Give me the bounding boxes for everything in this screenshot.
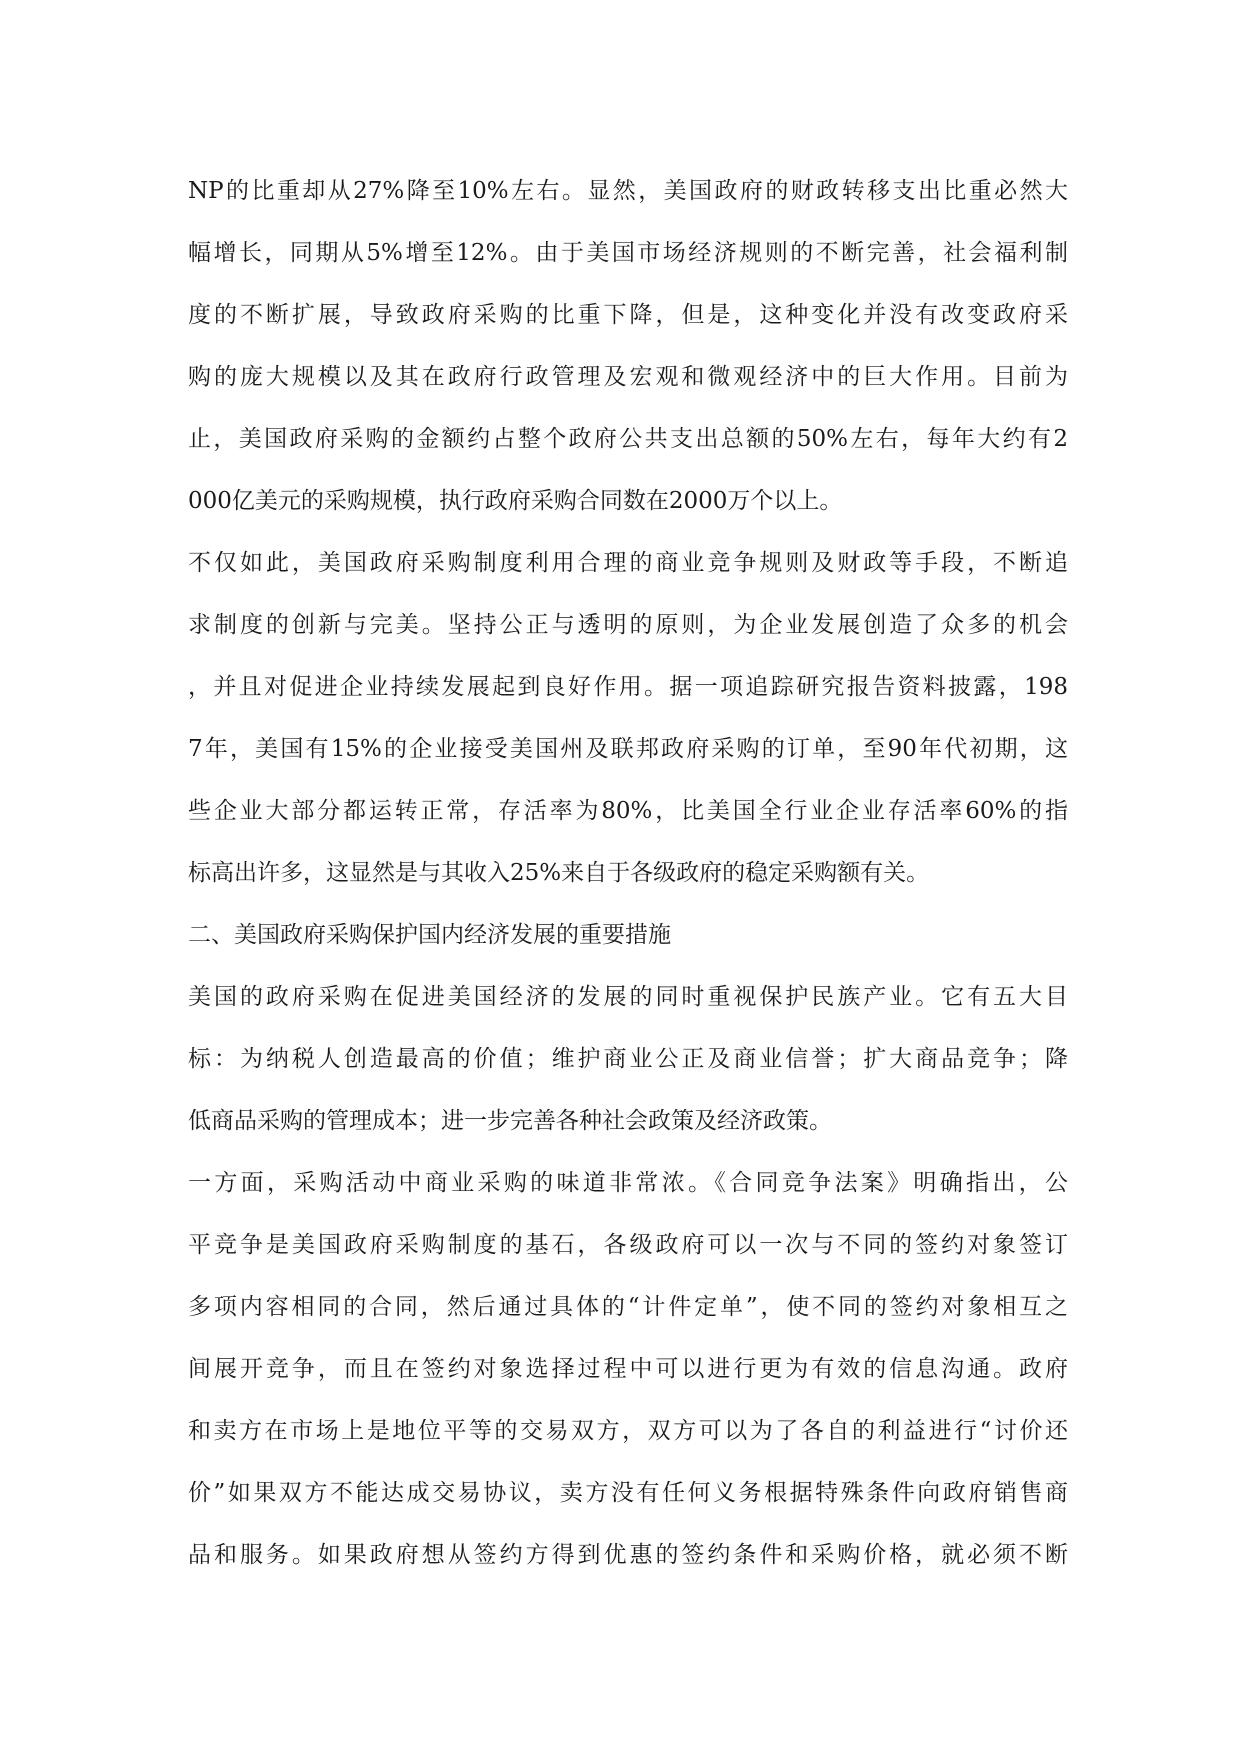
text-line: 低商品采购的管理成本；进一步完善各种社会政策及经济政策。	[188, 1108, 832, 1134]
text-line: 标：为纳税人创造最高的价值；维护商业公正及商业信誉；扩大商品竞争；降	[188, 1046, 1068, 1072]
text-line: 止，美国政府采购的金额约占整个政府公共支出总额的50%左右，每年大约有2	[188, 426, 1068, 452]
text-line: 平竞争是美国政府采购制度的基石，各级政府可以一次与不同的签约对象签订	[188, 1232, 1068, 1258]
document-body	[188, 160, 1068, 1586]
text-line: 品和服务。如果政府想从签约方得到优惠的签约条件和采购价格，就必须不断	[188, 1542, 1068, 1568]
paragraph-3	[188, 966, 1068, 1152]
text-line: 一方面，采购活动中商业采购的味道非常浓。《合同竞争法案》明确指出，公	[188, 1170, 1068, 1196]
text-line: 购的庞大规模以及其在政府行政管理及宏观和微观经济中的巨大作用。目前为	[188, 364, 1068, 390]
text-line: 美国的政府采购在促进美国经济的发展的同时重视保护民族产业。它有五大目	[188, 984, 1068, 1010]
text-line: ，并且对促进企业持续发展起到良好作用。据一项追踪研究报告资料披露，198	[188, 674, 1068, 700]
text-line: 度的不断扩展，导致政府采购的比重下降，但是，这种变化并没有改变政府采	[188, 302, 1068, 328]
text-line: 求制度的创新与完美。坚持公正与透明的原则，为企业发展创造了众多的机会	[188, 612, 1068, 638]
text-line: NP的比重却从27%降至10%左右。显然，美国政府的财政转移支出比重必然大	[188, 178, 1068, 204]
text-line: 些企业大部分都运转正常，存活率为80%，比美国全行业企业存活率60%的指	[188, 798, 1068, 824]
heading-line: 二、美国政府采购保护国内经济发展的重要措施	[188, 922, 671, 948]
paragraph-4	[188, 1152, 1068, 1586]
section-heading	[188, 904, 1068, 966]
text-line: 多项内容相同的合同，然后通过具体的“计件定单”，使不同的签约对象相互之	[188, 1294, 1068, 1320]
paragraph-1	[188, 160, 1068, 532]
text-line: 标高出许多，这显然是与其收入25%来自于各级政府的稳定采购额有关。	[188, 860, 930, 886]
text-line: 幅增长，同期从5%增至12%。由于美国市场经济规则的不断完善，社会福利制	[188, 240, 1068, 266]
text-line: 不仅如此，美国政府采购制度利用合理的商业竞争规则及财政等手段，不断追	[188, 550, 1068, 576]
text-line: 和卖方在市场上是地位平等的交易双方，双方可以为了各自的利益进行“讨价还	[188, 1418, 1068, 1444]
text-line: 000亿美元的采购规模，执行政府采购合同数在2000万个以上。	[188, 488, 843, 514]
text-line: 7年，美国有15%的企业接受美国州及联邦政府采购的订单，至90年代初期，这	[188, 736, 1068, 762]
paragraph-2	[188, 532, 1068, 904]
text-line: 间展开竞争，而且在签约对象选择过程中可以进行更为有效的信息沟通。政府	[188, 1356, 1068, 1382]
text-line: 价”如果双方不能达成交易协议，卖方没有任何义务根据特殊条件向政府销售商	[188, 1480, 1068, 1506]
